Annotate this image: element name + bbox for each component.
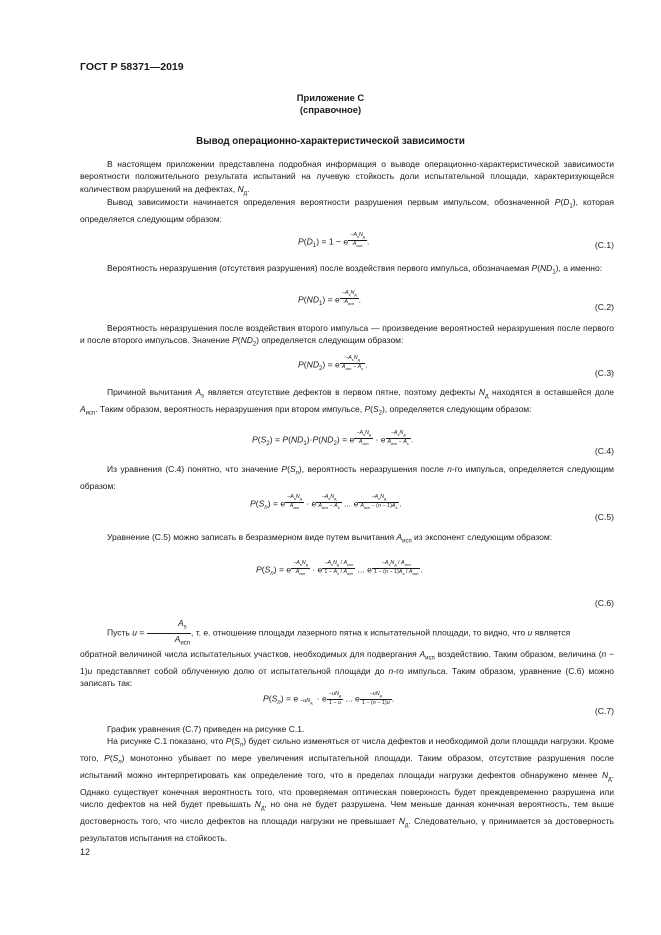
paragraph-dimensionless: Уравнение (С.5) можно записать в безразмерном виде путем вычитания $A_{исп}$ из экспонент следующим образом:: [107, 532, 553, 545]
paragraph-nondestruction-1: Вероятность неразрушения (отсутствия разрушения) после воздействия первого импульса, обозначаемая $P(ND_1)$, а именно:: [107, 263, 603, 276]
paragraph-graph-ref: График уравнения (С.7) приведен на рисунке С.1.: [107, 724, 305, 734]
paragraph-figure-discussion: На рисунке С.1 показано, что $P(S_n)$ будет сильно изменяться от числа дефектов и необходимой доли площади нагрузки. Кроме того, $P(S_n)$ монотонно убывает по мере увеличения испытательной площади. Таким образом, отсутствие разрушения после испытаний можно интерпретировать как определение того, что в пределах площади нагрузки дефектов обнаружено менее $N_д$. Однако существует конечная вероятность того, что проверяемая оптическая поверхность будет преждевременно разрушена или число дефектов на ней будет превышать $N_д$, но она не будет разрушена. Чем меньше данная конечная вероятность, тем выше достоверность того, что число дефектов на площади нагрузки не превышает $N_д$. Следовательно, γ принимается за достоверность результатов испытания на стойкость.: [80, 736, 614, 844]
annex-title: Приложение С: [296, 92, 365, 103]
document-code: ГОСТ Р 58371—2019: [80, 61, 184, 73]
page-number: 12: [80, 847, 91, 857]
annex-subtitle: (справочное): [299, 104, 362, 115]
section-title: Вывод операционно-характеристической зависимости: [196, 136, 465, 147]
paragraph-reciprocal: обратной величиной числа испытательных участков, необходимых для подвергания $A_{исп}$ воздействию. Таким образом, величина (n − 1)u представляет собой облученную долю от испытательной площади до n-го импульса. Таким образом, уравнение (С.6) можно записать так:: [80, 649, 615, 689]
paragraph-nth-pulse: Из уравнения (С.4) понятно, что значение $P(S_n)$, вероятность неразрушения после n-го импульса, определяется следующим образом:: [80, 464, 615, 491]
paragraph-nondestruction-2: Вероятность неразрушения после воздействия второго импульса — произведение вероятностей неразрушения после первого и после второго импульсов. Значение $P(ND_2)$ определяется следующим образом:: [80, 323, 614, 348]
paragraph-subtraction: Причиной вычитания $A_s$ является отсутствие дефектов в первом пятне, поэтому дефекты $N_д$ находятся в оставшейся доле $A_{исп}$. Таким образом, вероятность неразрушения при втором импульсе, $P(S_2)$, определяется следующим образом:: [80, 387, 614, 417]
annex-heading: [0, 92, 661, 116]
paragraph-intro: В настоящем приложении представлена подробная информация о выводе операционно-характеристической зависимости вероятности положительного результата испытаний на лучевую стойкость доли испытательной площади, характеризующейся количеством разрушений на дефектах, $N_д$.: [80, 159, 614, 197]
paragraph-let-u: Пусть u = $\frac{A_s}{A_{исп}}$ , т. е. отношение площади лазерного пятна к испытательной площади, то видно, что u является: [107, 618, 571, 647]
paragraph-derivation-start: Вывод зависимости начинается определения вероятности разрушения первым импульсом, обозначенной $P(D_1)$, которая определяется следующим образом:: [80, 197, 614, 224]
